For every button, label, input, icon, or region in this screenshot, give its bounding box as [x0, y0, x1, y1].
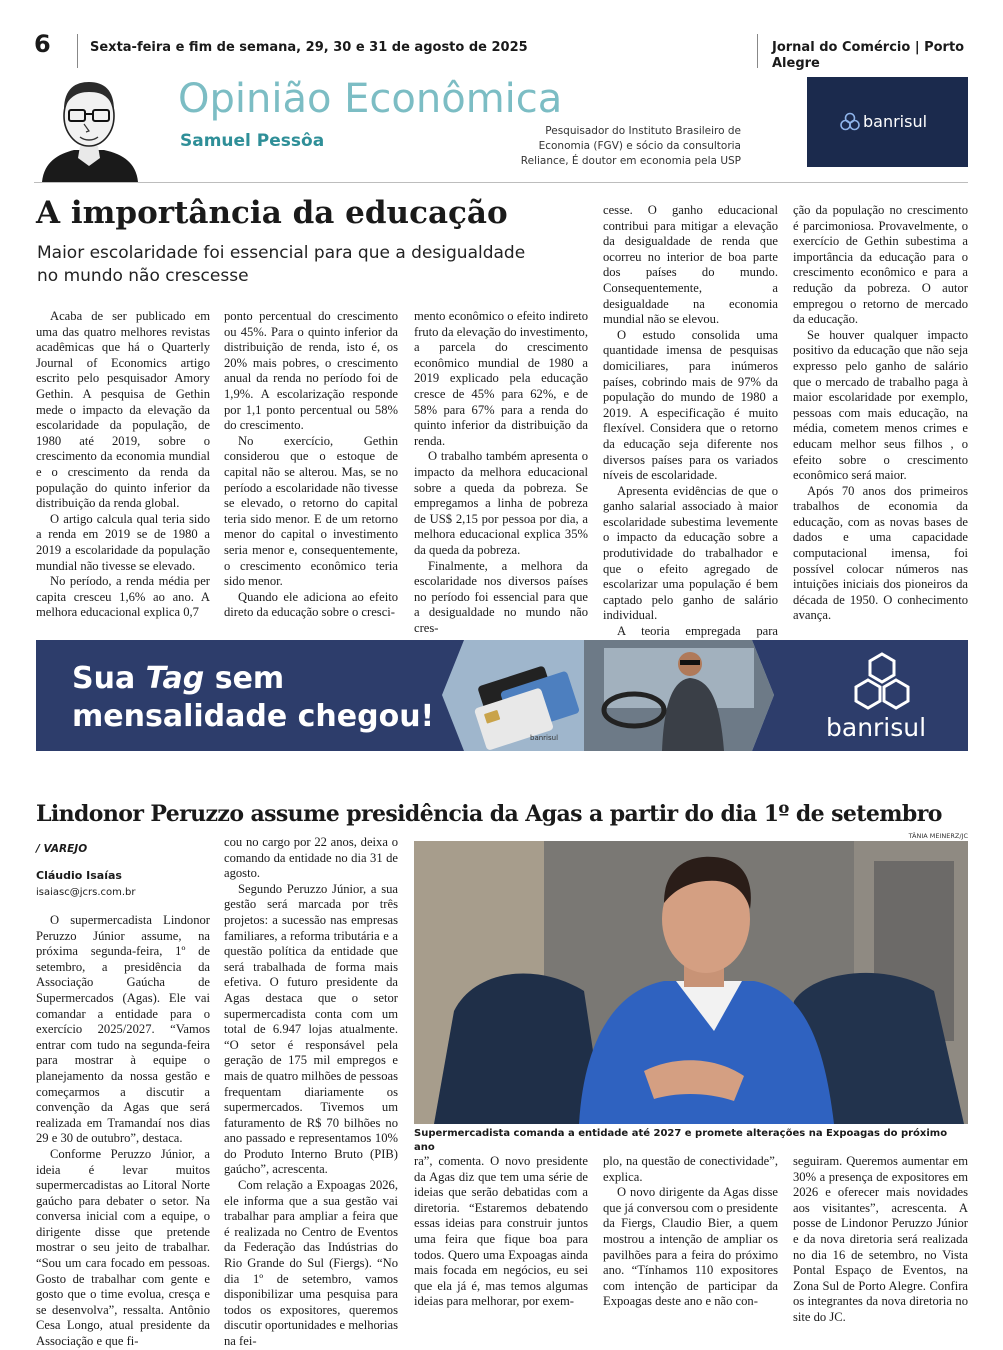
- subheadline-line: Maior escolaridade foi essencial para que a desigualdade: [37, 243, 526, 263]
- page-number: 6: [34, 30, 51, 58]
- paragraph: cou no cargo por 22 anos, deixa o comando da entidade no dia 31 de agosto.: [224, 835, 398, 881]
- paragraph: Após 70 anos dos primeiros trabalhos de economia da educação, com as novas bases de dados e uma capacidade computacional imensa, foi possível colocar números nas intuições iniciais dos pioneiros da década de 1950. O conhecimento avança.: [793, 483, 968, 623]
- ad-photo: [434, 640, 774, 751]
- paragraph: Quando ele adiciona ao efeito direto da educação sobre o cresci-: [224, 589, 398, 620]
- ad-brand: banrisul: [826, 713, 927, 742]
- paragraph: A teoria empregada para: [617, 624, 778, 639]
- article2-column-1: [36, 913, 210, 1349]
- ad-headline-pre: Sua: [72, 661, 146, 696]
- paragraph: plo, na questão de conectividade”, explica.: [603, 1154, 778, 1184]
- header-publication: Jornal do Comércio | Porto Alegre: [772, 40, 965, 71]
- paragraph: No exercício, Gethin considerou que o estoque de capital não se alterou. Mas, se no período a escolaridade não tivesse se elevado, o retorno do capital teria sido menor. E de um retorno menor do capital o investimento seria menor e, consequentemente, o crescimento econômico teria sido menor.: [224, 433, 398, 589]
- paragraph: mento econômico o efeito indireto fruto da elevação do investimento, a parcela do crescimento econômico mundial de 1980 a 2019 explicado pela educação cresce de 45% para 62%, e de 58% para 67% para a renda do quinto inferior da distribuição da renda.: [414, 309, 588, 448]
- paragraph: cesse. O ganho educacional contribui para mitigar a elevação da desigualdade de renda que ocorreu no interior de boa parte dos países do mundo. Consequentemente, a desigualdade na economia mundial não se elevou.: [603, 203, 778, 327]
- ad-headline-line-2: mensalidade chegou!: [72, 699, 435, 734]
- paragraph: O estudo consolida uma quantidade imensa de pesquisas domiciliares, para inúmeros países, cobrindo mais de 97% da população do mundo de 1980 a 2019. A especificação é muito flexível. Considera que o retorno da educação seja diferente nos diversos países para os variados níveis de escolaridade.: [603, 327, 778, 483]
- article2-column-4: [603, 1154, 778, 1310]
- article-headline: A importância da educação: [36, 195, 508, 231]
- section-tag: / VAREJO: [36, 843, 88, 855]
- article2-headline: Lindonor Peruzzo assume presidência da Agas a partir do dia 1º de setembro: [36, 801, 942, 827]
- paragraph: seguiram. Queremos aumentar em 30% a presença de expositores em 2026 e oferecer mais novidades aos visitantes”, acrescenta. A posse de Lindonor Peruzzo Júnior e da nova diretoria será realizada no dia 16 de setembro, no Vista Pontal Espaço de Eventos, na Zona Sul de Porto Alegre. Confira os integrantes da nova diretoria no site do JC.: [793, 1154, 968, 1324]
- paragraph: Com relação a Expoagas 2026, ele informa que a sua gestão vai trabalhar para ampliar a feira que é realizada no Centro de Eventos da Federação das Indústrias do Rio Grande do Sul (Fiergs). “No dia 1º de setembro, vamos disponibilizar uma pesquisa para todos os expositores, queremos discutir oportunidades e melhorias na fei-: [224, 1178, 398, 1348]
- paragraph: Segundo Peruzzo Júnior, a sua gestão será marcada por três projetos: a sucessão nas empresas familiares, a reforma tributária e a questão política da entidade que será trabalhada de forma mais efetiva. O futuro presidente da Agas destaca que o setor supermercadista conta com um total de 6.947 lojas atualmente. “O setor é responsável pela geração de 175 mil empregos e mais de quatro milhões de pessoas frequentam diariamente os supermercados. Tivemos um faturamento de R$ 70 bilhões no ano passado e representamos 10% do Produto Interno Bruto (PIB) gaúcho”, acrescenta.: [224, 881, 398, 1177]
- paragraph: O trabalho também apresenta o impacto da melhora educacional sobre a queda da pobreza. Se empregamos a linha de pobreza de US$ 2,15 por pessoa por dia, a melhora educacional explica 35% da queda da pobreza.: [414, 449, 588, 557]
- article2-email[interactable]: isaiasc@jcrs.com.br: [36, 887, 136, 898]
- header-divider-right: [757, 34, 758, 68]
- author-bio-line: Pesquisador do Instituto Brasileiro de: [545, 125, 741, 137]
- paragraph: Finalmente, a melhora da escolaridade nos diversos países no período foi essencial para que a desigualdade no mundo não cres-: [414, 558, 588, 635]
- paragraph: No período, a renda média per capita cresceu 1,6% ao ano. A melhora educacional explica 0,7: [36, 574, 210, 620]
- paragraph: Conforme Peruzzo Júnior, a ideia é levar muitos supermercadistas ao Litoral Norte gaúcho para debater o setor. Na conversa inicial com a equipe, o dirigente disse que pretende mostrar o seu jeito de trabalhar. “Sou um cara focado em pessoas. Gosto de trabalhar com gente e gosto que o time evolua, cresça e se desenvolva”, ressalta. Antônio Cesa Longo, atual presidente da Associação e que fi-: [36, 1146, 210, 1349]
- article1-column-5: [793, 203, 968, 623]
- header-divider: [77, 34, 78, 68]
- ad-headline-post: sem: [204, 661, 285, 696]
- article-photo: [414, 841, 968, 1124]
- paragraph: O artigo calcula qual teria sido a renda em 2019 se de 1980 a 2019 a escolaridade da população mundial não tivesse se elevado.: [36, 511, 210, 573]
- article1-column-2: [224, 309, 398, 620]
- ad-headline-tag: Tag: [145, 661, 205, 696]
- banrisul-logo-icon: [840, 113, 860, 131]
- banrisul-ad-logo-icon: [850, 652, 914, 712]
- paragraph: O supermercadista Lindonor Peruzzo Júnior assume, na próxima segunda-feira, 1º de setembro, a presidência da Associação Gaúcha de Supermercados (Agas). Ele vai comandar a entidade para o exercício 2025/2027. “Vamos entrar com tudo na segunda-feira para mostrar à equipe o planejamento da nossa gestão e começarmos a discutir a convenção da Agas que será realizada em Tramandaí nos dias 29 e 30 de outubro”, destaca.: [36, 913, 210, 1146]
- photo-caption: Supermercadista comanda a entidade até 2027 e promete alterações na Expoagas do próximo ano: [414, 1128, 948, 1153]
- article-subheadline: [37, 242, 525, 288]
- article1-column-4: [603, 203, 778, 639]
- author-bio-line: Reliance, É doutor em economia pela USP: [520, 155, 741, 167]
- article2-author: Cláudio Isaías: [36, 869, 122, 882]
- paragraph: O novo dirigente da Agas disse que já conversou com o presidente da Fiergs, Claudio Bier, a quem mostrou a intenção de ampliar os pavilhões para a feira do próximo ano. “Tínhamos 110 expositores com intenção de participar da Expoagas deste ano e não con-: [603, 1185, 778, 1309]
- subheadline-line: no mundo não crescesse: [37, 266, 249, 286]
- ad-headline-line-1: [72, 662, 284, 696]
- article2-column-5: [793, 1154, 968, 1324]
- author-portrait: [34, 74, 144, 182]
- card-label: banrisul: [530, 734, 559, 742]
- header-rule: [34, 182, 968, 183]
- sponsor-box: [807, 77, 968, 167]
- author-bio-line: Economia (FGV) e sócio da consultoria: [538, 140, 741, 152]
- paragraph: ra”, comenta. O novo presidente da Agas diz que tem uma série de ideias que serão debatidas com a diretoria. “Estaremos debatendo essas ideias para construir juntos uma feira que fique boa para todos. Quero uma Expoagas ainda mais focada em negócios, eu sei que ela já é, mas temos algumas ideias para melhorar, por exem-: [414, 1154, 588, 1309]
- advertisement-banner[interactable]: [36, 640, 968, 751]
- section-title: Opinião Econômica: [178, 76, 563, 122]
- paragraph: Se houver qualquer impacto positivo da educação que não seja expresso pelo ganho de salário que o mercado de trabalho paga à maior escolaridade por exemplo, pessoas com mais educação, na média, cometem menos crimes e educam melhor seus filhos , o efeito sobre o crescimento econômico será maior.: [793, 327, 968, 483]
- author-bio: [520, 124, 741, 169]
- photo-credit: TÂNIA MEINERZ/JC: [908, 832, 968, 840]
- sponsor-name: banrisul: [863, 112, 928, 131]
- article2-column-3: [414, 1154, 588, 1310]
- article1-column-1: [36, 309, 210, 620]
- paragraph: ponto percentual do crescimento ou 45%. Para o quinto inferior da distribuição de renda, isto é, os 20% mais pobres, o crescimento anual da renda no período foi de 1,9%. A escolarização responde por 1,1 ponto percentual ou 58% do crescimento.: [224, 309, 398, 433]
- column-author: Samuel Pessôa: [180, 131, 325, 151]
- paragraph: ção da população no crescimento é parcimoniosa. Provavelmente, o exercício de Gethin subestima a importância da educação para o crescimento econômico e para a redução da pobreza. O autor empregou o retorno de mercado da educação.: [793, 203, 968, 327]
- article2-column-2: [224, 835, 398, 1348]
- header-date: Sexta-feira e fim de semana, 29, 30 e 31 de agosto de 2025: [90, 40, 528, 55]
- paragraph: Apresenta evidências de que o ganho salarial associado à maior escolaridade subestima levemente o impacto da educação sobre a produtividade do trabalhador e que o efeito agregado de escolarizar uma população é bem captado pelo ganho de salário individual.: [603, 483, 778, 623]
- article1-column-3: [414, 309, 588, 635]
- paragraph: Acaba de ser publicado em uma das quatro melhores revistas acadêmicas que há o Quarterly Journal of Economics artigo escrito pelo pesquisador Amory Gethin. A pesquisa de Gethin mede o impacto da elevação da escolaridade da população, de 1980 até 2019, sobre o crescimento da economia mundial e o crescimento da renda da população do quinto inferior da distribuição da renda global.: [36, 309, 210, 511]
